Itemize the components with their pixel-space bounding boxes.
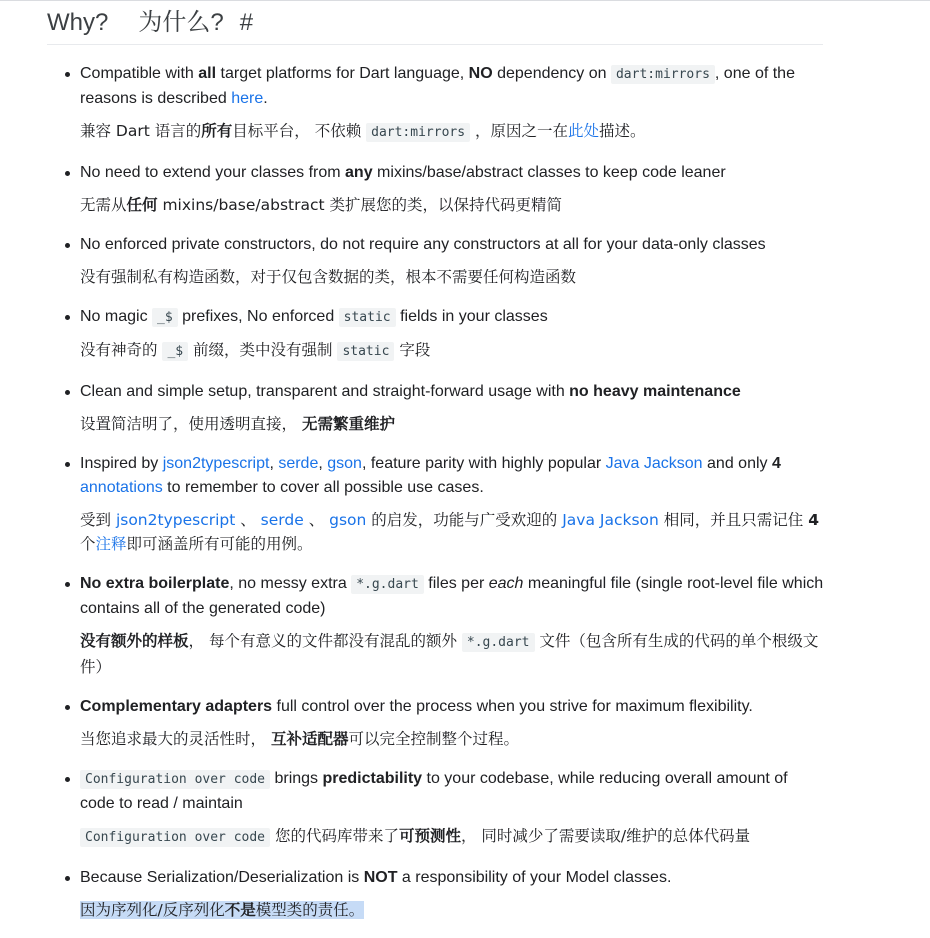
list-item — [80, 380, 825, 436]
text: Compatible with — [80, 65, 199, 82]
section-heading — [47, 6, 823, 45]
text: No magic — [80, 308, 153, 325]
link-java-jackson[interactable]: Java Jackson — [605, 455, 703, 472]
text: brings — [270, 770, 323, 787]
inline-code: _$ — [162, 342, 188, 361]
bold-text: 可预测性 — [398, 827, 461, 845]
inline-code: dart:mirrors — [366, 123, 470, 142]
text: 您的代码库带来了 — [270, 827, 399, 845]
list-item — [80, 866, 825, 922]
bold-text: 4 — [771, 455, 781, 472]
link-json2typescript-zh[interactable]: json2typescript — [115, 511, 236, 529]
text: 即可涵盖所有可能的用例。 — [126, 535, 313, 553]
item-text-zh — [80, 824, 825, 850]
text: 当您追求最大的灵活性时， — [80, 730, 271, 748]
text: to remember to cover all possible use cases. — [162, 479, 484, 496]
bold-text: 没有额外的样板 — [80, 632, 189, 650]
inline-code: *.g.dart — [462, 633, 535, 652]
inline-code: *.g.dart — [351, 575, 424, 594]
text: 无需从 — [80, 196, 127, 214]
text: and only — [702, 455, 772, 472]
text: fields in your classes — [395, 308, 548, 325]
text: target platforms for Dart language, — [216, 65, 469, 82]
text: to your codebase, while reducing overall amount of code to read / maintain — [80, 770, 788, 812]
text: Clean and simple setup, transparent and straight-forward usage with — [80, 383, 570, 400]
text: 没有强制私有构造函数，对于仅包含数据的类，根本不需要任何构造函数 — [80, 268, 577, 286]
bold-text: all — [198, 65, 217, 82]
link-java-jackson-zh[interactable]: Java Jackson — [562, 511, 659, 529]
inline-code: Configuration over code — [80, 828, 270, 847]
link-serde-zh[interactable]: serde — [260, 511, 304, 529]
text: 设置简洁明了，使用透明直接， — [80, 415, 302, 433]
item-text-en — [80, 233, 825, 257]
list-item — [80, 305, 825, 364]
item-text-en — [80, 866, 825, 890]
selection-highlight — [80, 901, 364, 919]
inline-code: _$ — [152, 308, 178, 327]
text: 、 — [235, 511, 261, 529]
text: Because Serialization/Deserialization is — [80, 869, 364, 886]
item-text-en — [80, 695, 825, 719]
item-text-zh — [80, 338, 825, 364]
bold-text: 任何 — [126, 196, 158, 214]
item-text-en — [80, 572, 825, 621]
item-text-zh — [80, 119, 825, 145]
text: meaningful file (single root-level file which contains all of the generated code) — [80, 575, 824, 617]
text: 因为序列化/反序列化 — [80, 901, 225, 919]
bold-text: no heavy maintenance — [569, 383, 741, 400]
text: , — [318, 455, 328, 472]
inline-code: Configuration over code — [80, 770, 270, 789]
bold-text: Complementary adapters — [80, 698, 273, 715]
link-here[interactable]: here — [231, 90, 264, 107]
text: files per — [423, 575, 489, 592]
item-text-zh — [80, 508, 825, 556]
text: 兼容 Dart 语言的 — [80, 122, 202, 140]
bold-text: 不是 — [224, 901, 256, 919]
heading-anchor-link[interactable]: # — [239, 9, 254, 36]
item-text-en — [80, 161, 825, 185]
text: 个 — [80, 535, 96, 553]
item-text-zh — [80, 629, 825, 679]
link-annotations[interactable]: annotations — [80, 479, 163, 496]
text: 的启发，功能与广受欢迎的 — [366, 511, 563, 529]
bold-text: 4 — [808, 511, 819, 529]
item-text-zh-selected[interactable] — [80, 898, 825, 922]
inline-code: static — [339, 308, 396, 327]
text: dependency on — [492, 65, 611, 82]
link-json2typescript[interactable]: json2typescript — [162, 455, 270, 472]
bold-text: 无需繁重维护 — [301, 415, 395, 433]
text: 可以完全控制整个过程。 — [348, 730, 519, 748]
list-item — [80, 233, 825, 289]
text: No need to extend your classes from — [80, 164, 346, 181]
heading-zh: 为什么? — [138, 9, 224, 36]
item-text-en — [80, 452, 825, 500]
item-text-en — [80, 380, 825, 404]
list-item — [80, 452, 825, 556]
bold-text: any — [345, 164, 373, 181]
text: 描述。 — [599, 122, 646, 140]
item-text-en — [80, 62, 825, 111]
item-text-zh — [80, 265, 825, 289]
text: 没有神奇的 — [80, 341, 163, 359]
text: 、 — [303, 511, 330, 529]
bold-text: NO — [468, 65, 493, 82]
list-item — [80, 767, 825, 850]
text: 相同，并且只需记住 — [658, 511, 809, 529]
text: 字段 — [394, 341, 431, 359]
bold-text: predictability — [322, 770, 423, 787]
text: full control over the process when you strive for maximum flexibility. — [272, 698, 753, 715]
top-divider — [0, 0, 930, 1]
italic-text: each — [488, 575, 524, 592]
text: ， 同时减少了需要读取/维护的总体代码量 — [460, 827, 751, 845]
heading-en: Why? — [47, 9, 109, 36]
list-item — [80, 695, 825, 751]
link-annotations-zh[interactable]: 注释 — [95, 535, 127, 553]
list-item — [80, 62, 825, 145]
inline-code: static — [337, 342, 394, 361]
text: mixins/base/abstract classes to keep code leaner — [372, 164, 726, 181]
text: No enforced private constructors, do not require any constructors at all for your data-only classes — [80, 236, 766, 253]
link-serde[interactable]: serde — [278, 455, 319, 472]
feature-list — [80, 62, 825, 938]
list-item — [80, 161, 825, 217]
item-text-zh — [80, 727, 825, 751]
link-here-zh[interactable]: 此处 — [567, 122, 599, 140]
list-item — [80, 572, 825, 679]
inline-code: dart:mirrors — [611, 65, 715, 84]
link-gson[interactable]: gson — [327, 455, 362, 472]
text: 受到 — [80, 511, 116, 529]
item-text-zh — [80, 193, 825, 217]
link-gson-zh[interactable]: gson — [329, 511, 367, 529]
bold-text: No extra boilerplate — [80, 575, 230, 592]
text: Inspired by — [80, 455, 163, 472]
text: prefixes, No enforced — [177, 308, 339, 325]
bold-text: NOT — [363, 869, 398, 886]
text: 前缀，类中没有强制 — [188, 341, 338, 359]
text: 目标平台， 不依赖 — [232, 122, 367, 140]
text: 文件（包含所有生成的代码的单个根级文件） — [80, 632, 819, 676]
text: , no messy extra — [229, 575, 352, 592]
item-text-zh — [80, 412, 825, 436]
bold-text: 所有 — [201, 122, 233, 140]
text: ，原因之一在 — [470, 122, 568, 140]
bold-text: 互补适配器 — [270, 730, 349, 748]
text: mixins/base/abstract 类扩展您的类，以保持代码更精简 — [157, 196, 563, 214]
text: , one of the reasons is described — [80, 65, 795, 107]
item-text-en — [80, 305, 825, 330]
text: a responsibility of your Model classes. — [397, 869, 672, 886]
text: . — [263, 90, 268, 107]
text: ， 每个有意义的文件都没有混乱的额外 — [188, 632, 462, 650]
item-text-en — [80, 767, 825, 816]
text: , feature parity with highly popular — [361, 455, 606, 472]
text: 模型类的责任。 — [255, 901, 365, 919]
text: , — [269, 455, 279, 472]
